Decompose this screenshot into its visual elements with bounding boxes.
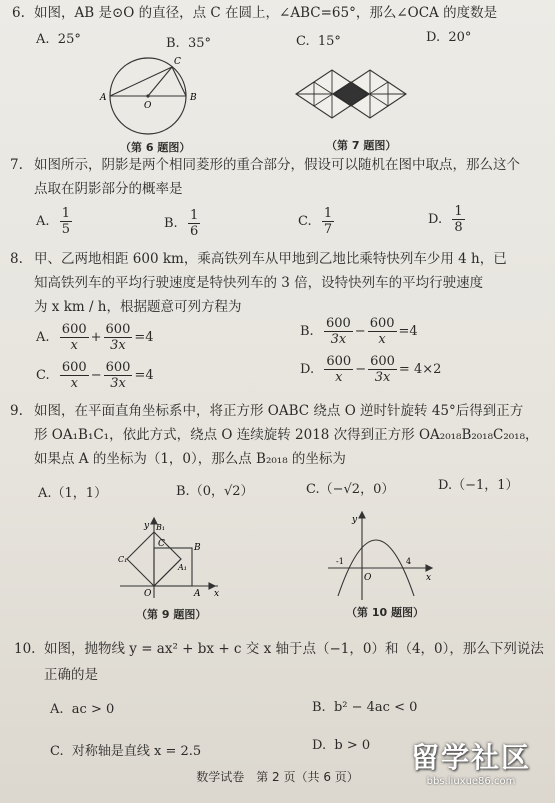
fig9-label-b1: B₁ xyxy=(156,523,166,532)
q6-option-b: B. 35° xyxy=(166,36,211,51)
q9-option-d: D.（−1，1） xyxy=(438,478,519,493)
q7-option-b: B. $\frac{1}{6}$ xyxy=(164,208,199,239)
figure-9-squares xyxy=(114,516,224,600)
q8-number: 8. xyxy=(10,251,23,267)
q7-stem-line1: 如图所示，阴影是两个相同菱形的重合部分，假设可以随机在图中取点，那么这个 xyxy=(34,157,520,173)
q6-option-a: A. 25° xyxy=(36,32,81,47)
q9-option-c: C.（−√2，0） xyxy=(306,482,395,497)
q10-option-c: C. 对称轴是直线 x = 2.5 xyxy=(50,744,202,759)
q8-option-c: C. $\frac{600}{x}$ − $\frac{600}{3x}$ =4 xyxy=(36,360,154,391)
q8-stem-line3: 为 x km / h，根据题意可列方程为 xyxy=(34,299,242,315)
fig6-label-b: B xyxy=(190,93,197,103)
q8-option-b: B. $\frac{600}{3x}$ − $\frac{600}{x}$ =4 xyxy=(300,316,418,347)
fig9-caption: （第 9 题图） xyxy=(136,608,207,621)
fig9-label-o: O xyxy=(144,589,152,599)
fig10-label-x: x xyxy=(426,573,432,583)
figure-10-parabola xyxy=(326,510,436,602)
q7-stem-line2: 点取在阴影部分的概率是 xyxy=(34,181,183,197)
q7-option-a: A. $\frac{1}{5}$ xyxy=(36,206,71,237)
fig9-label-a: A xyxy=(194,589,201,599)
q9-number: 9. xyxy=(10,403,23,419)
q7-option-c: C. $\frac{1}{7}$ xyxy=(298,206,333,237)
fig9-label-x: x xyxy=(214,589,220,599)
q6-stem: 如图，AB 是⊙O 的直径，点 C 在圆上，∠ABC=65°，那么∠OCA 的度数是 xyxy=(34,5,498,21)
q10-option-b: B. b² − 4ac < 0 xyxy=(312,700,418,715)
q9-stem-line3: 如果点 A 的坐标为（1，0），那么点 B₂₀₁₈ 的坐标为 xyxy=(34,451,346,467)
q10-stem-line2: 正确的是 xyxy=(44,667,98,683)
fig9-label-b: B xyxy=(194,543,201,553)
fig10-label-o: O xyxy=(364,573,372,583)
q10-stem-line1: 如图，抛物线 y = ax² + bx + c 交 x 轴于点（−1，0）和（4，0），那么下列说法 xyxy=(44,641,544,657)
fig6-label-o: O xyxy=(144,101,152,111)
q9-option-b: B.（0，√2） xyxy=(176,484,254,499)
fig7-caption: （第 7 题图） xyxy=(326,139,397,152)
q8-stem-line1: 甲、乙两地相距 600 km，乘高铁列车从甲地到乙地比乘特快列车少用 4 h，已 xyxy=(34,251,507,267)
q9-option-a: A.（1，1） xyxy=(38,486,108,501)
q7-number: 7. xyxy=(10,157,23,173)
q9-stem-line1: 如图，在平面直角坐标系中，将正方形 OABC 绕点 O 逆时针旋转 45°后得到正方 xyxy=(34,403,524,419)
page-footer: 数学试卷 第 2 页（共 6 页） xyxy=(196,770,359,784)
fig6-label-a: A xyxy=(100,93,107,103)
q6-option-d: D. 20° xyxy=(426,30,472,45)
q7-option-d: D. $\frac{1}{8}$ xyxy=(428,204,463,235)
q6-number: 6. xyxy=(12,5,25,21)
fig6-label-c: C xyxy=(174,57,181,67)
fig10-label-minus1: -1 xyxy=(336,557,344,566)
watermark-url: bbs.liuxue86.com xyxy=(426,776,516,787)
q10-option-d: D. b > 0 xyxy=(312,738,371,753)
q6-option-c: C. 15° xyxy=(296,34,341,49)
fig10-label-y: y xyxy=(352,515,358,525)
figure-7-rhombi xyxy=(294,68,412,124)
q8-option-a: A. $\frac{600}{x}$ + $\frac{600}{3x}$ =4 xyxy=(36,322,154,353)
fig9-label-a1: A₁ xyxy=(178,563,187,572)
q10-option-a: A. ac > 0 xyxy=(50,702,115,717)
q8-option-d: D. $\frac{600}{x}$ − $\frac{600}{3x}$ = 4×2 xyxy=(300,354,442,385)
q10-number: 10. xyxy=(14,641,36,657)
watermark-brand: 留学社区 xyxy=(410,741,531,774)
figure-6-circle xyxy=(100,56,210,136)
fig6-caption: （第 6 题图） xyxy=(120,141,191,154)
fig9-label-c1: C₁ xyxy=(118,555,128,564)
fig10-caption: （第 10 题图） xyxy=(346,606,424,619)
q8-stem-line2: 知高铁列车的平均行驶速度是特快列车的 3 倍，设特快列车的平均行驶速度 xyxy=(34,275,484,291)
fig10-label-4: 4 xyxy=(406,557,412,566)
q9-stem-line2: 形 OA₁B₁C₁，依此方式，绕点 O 连续旋转 2018 次得到正方形 OA₂₀₁₈B₂₀₁₈C₂₀₁₈， xyxy=(34,427,539,443)
fig9-label-y: y xyxy=(144,521,150,531)
fig9-label-c: C xyxy=(158,539,165,549)
watermark-logo xyxy=(401,736,541,796)
